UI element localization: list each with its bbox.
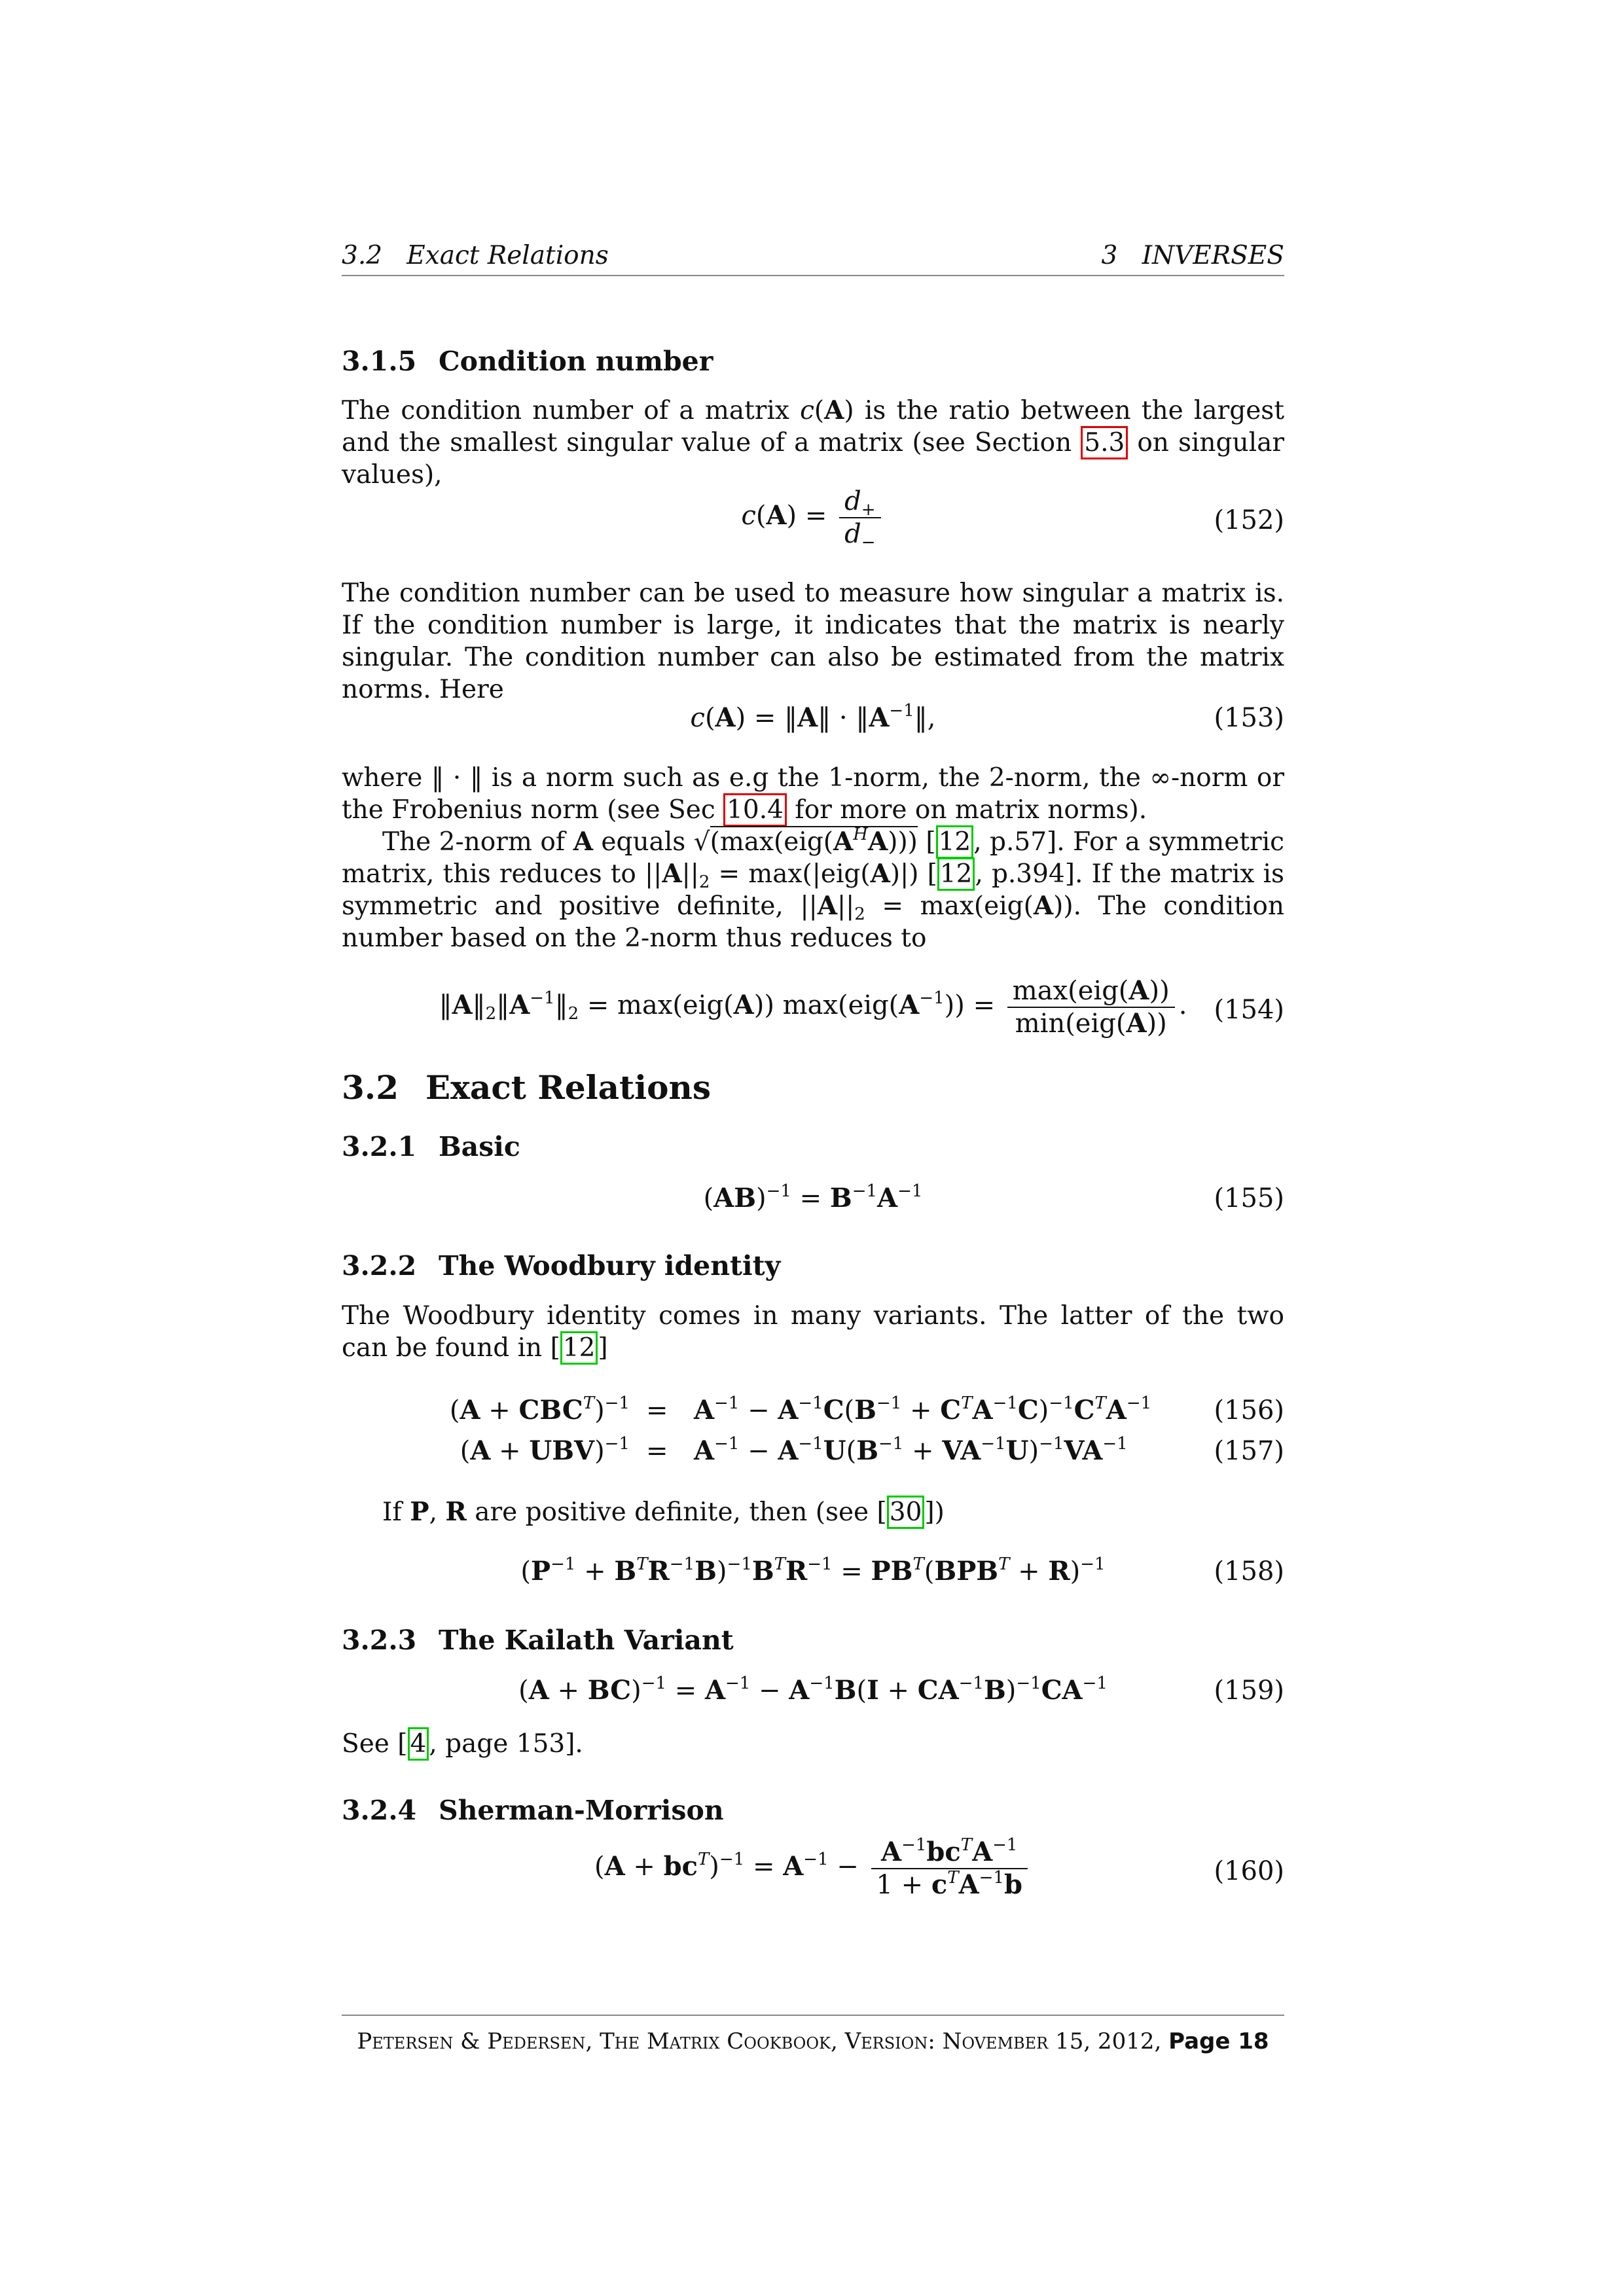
- text-span: See [: [342, 1729, 408, 1759]
- equation-number: (155): [1214, 1183, 1284, 1213]
- equation-154: $‖A‖_2‖A^{-1}‖_2 = \max(eig(A)) \max(eig(A^{-1}))$ = $\frac{\text{max(eig(A))}}{\text{min(eig(A))}}$ . (154): [439, 975, 1284, 1039]
- equation-number: (158): [1214, 1556, 1284, 1587]
- text-span: The 2-norm of: [382, 827, 573, 857]
- citation-link-4[interactable]: 4: [408, 1727, 429, 1761]
- equation-159: $(A + BC)^{-1} = A^{-1} - A^{-1}B(I + CA^{-1}B)^{-1}CA^{-1}$ (159): [518, 1674, 1284, 1706]
- footer-version-date: November 15, 2012: [942, 2028, 1155, 2054]
- citation-link-30[interactable]: 30: [887, 1496, 925, 1529]
- paragraph-condition-intro: The condition number of a matrix c(A) is the ratio between the largest and the smallest singular value of a matrix (see Section 5.3 on singular values),: [342, 395, 1284, 490]
- text-span: , p.394]. If the matrix is symmetric and positive definite,: [342, 859, 1285, 921]
- equation-156: $(A + CBC^T)^{-1}$ = $A^{-1} - A^{-1}C(B^{-1} + C^TA^{-1}C)^{-1}C^TA^{-1}$ (156): [449, 1393, 1284, 1426]
- text-span: ): [934, 1498, 945, 1527]
- equation-number: (160): [1214, 1856, 1284, 1886]
- text-span: The condition number of a matrix: [342, 396, 801, 425]
- equation-152: c(A) = $\frac{d_+}{d_-}$ (152): [741, 486, 1284, 552]
- footer-rule: [342, 2015, 1284, 2016]
- equation-160: $(A + bc^T)^{-1} = A^{-1}$ − $\frac{A^{-1}bc^TA^{-1}}{1 + c^TA^{-1}b}$ (160): [594, 1835, 1284, 1900]
- section-number: 3.1.5: [342, 346, 417, 377]
- equation-number: (159): [1214, 1676, 1284, 1706]
- page-footer: Petersen & Pedersen, The Matrix Cookbook, Version: November 15, 2012, Page 18: [357, 2028, 1269, 2054]
- citation-link-12[interactable]: 12: [936, 825, 974, 859]
- header-section-title: Exact Relations: [406, 241, 609, 270]
- header-rule: [342, 275, 1284, 276]
- subsection-heading-3-2-2: [342, 1250, 780, 1282]
- section-title: The Woodbury identity: [439, 1250, 781, 1282]
- section-title: Basic: [439, 1131, 520, 1162]
- text-span: where: [342, 763, 431, 793]
- equation-number: (154): [1214, 995, 1284, 1025]
- text-span: is a norm such as e.g the 1-norm, the 2-norm, the: [482, 763, 1150, 793]
- equation-number: (156): [1214, 1395, 1284, 1426]
- text-span: , p.57]. For a symmetric matrix, this reduces to: [342, 827, 1285, 889]
- header-chapter-title: INVERSES: [1142, 241, 1284, 270]
- paragraph-condition-usage: The condition number can be used to measure how singular a matrix is. If the condition number is large, it indicates that the matrix is nearly singular. The condition number can also be estimated from the matrix norms. Here: [342, 579, 1284, 704]
- text-span: for more on matrix norms).: [786, 795, 1147, 825]
- citation-link-12[interactable]: 12: [937, 857, 975, 891]
- subsection-heading-3-1-5: [342, 346, 713, 377]
- text-span: If: [382, 1498, 410, 1527]
- section-number: 3.2: [342, 1068, 399, 1107]
- section-number: 3.2.4: [342, 1795, 417, 1826]
- equation-number: (157): [1214, 1436, 1284, 1466]
- equation-157: (A + UBV)$^{-1}$ = $A^{-1} - A^{-1}U(B^{-1} + VA^{-1}U)^{-1}VA^{-1}$ (157): [460, 1434, 1284, 1466]
- subsection-heading-3-2-3: [342, 1624, 734, 1656]
- section-number: 3.2.2: [342, 1250, 417, 1282]
- section-number: 3.2.3: [342, 1624, 417, 1656]
- equation-158: $(P^{-1} + B^TR^{-1}B)^{-1}B^TR^{-1} = PB^T(BPB^T + R)^{-1}$ (158): [520, 1554, 1284, 1587]
- subsection-heading-3-2-4: [342, 1795, 724, 1826]
- footer-version-label: Version: [844, 2028, 928, 2054]
- section-title: Condition number: [439, 346, 713, 377]
- paragraph-woodbury: The Woodbury identity comes in many variants. The latter of the two can be found in [ 12 ]: [342, 1300, 1284, 1364]
- footer-page-number: Page 18: [1168, 2028, 1269, 2054]
- section-title: The Kailath Variant: [439, 1624, 734, 1656]
- text-span: are positive definite, then (see: [466, 1498, 877, 1527]
- paragraph-norm-types: where ‖ · ‖ is a norm such as e.g the 1-norm, the 2-norm, the ∞-norm or the Frobenius norm (see Sec 10.4 for more on matrix norms).: [342, 762, 1284, 826]
- header-chapter-number: 3: [1101, 241, 1118, 270]
- section-link-10-4[interactable]: 10.4: [723, 793, 787, 827]
- subsection-heading-3-2-1: [342, 1131, 520, 1162]
- paragraph-positive-definite: If P, R are positive definite, then (see [ 30 ]): [342, 1496, 1284, 1528]
- equation-155: $(AB)^{-1} = B^{-1}A^{-1}$ (155): [703, 1181, 1284, 1213]
- text-span: equals: [592, 827, 694, 857]
- text-span: , page 153].: [429, 1729, 583, 1759]
- text-span: -norm or the Frobenius norm (see Sec: [342, 763, 1285, 825]
- section-title: Exact Relations: [425, 1068, 711, 1107]
- paragraph-see-reference: [342, 1728, 1284, 1760]
- footer-book-title: The Matrix Cookbook: [600, 2028, 831, 2054]
- equation-number: (153): [1214, 703, 1284, 733]
- citation-link-12[interactable]: 12: [560, 1331, 598, 1365]
- text-span: on singular values),: [342, 428, 1284, 490]
- section-heading-3-2: [342, 1068, 711, 1107]
- footer-authors: Petersen & Pedersen: [357, 2028, 586, 2054]
- section-link-5-3[interactable]: 5.3: [1081, 426, 1128, 459]
- equation-153: c(A) = ‖A‖ · $‖A^{-1}‖$, (153): [690, 701, 1284, 733]
- section-title: Sherman-Morrison: [439, 1795, 724, 1826]
- equation-number: (152): [1214, 505, 1284, 535]
- running-header-left: [342, 240, 609, 272]
- running-header-right: [1102, 240, 1284, 272]
- header-section-number: 3.2: [342, 241, 383, 270]
- text-span: is the ratio between the largest and the smallest singular value of a matrix (see Section: [342, 396, 1284, 457]
- text-span: . The condition number based on the 2-norm thus reduces to: [342, 891, 1284, 953]
- text-span: The Woodbury identity comes in many variants. The latter of the two can be found in: [342, 1301, 1284, 1363]
- section-number: 3.2.1: [342, 1131, 417, 1162]
- paragraph-two-norm: The 2-norm of A equals $√(\max(eig(A^HA)))$ [ 12 , p.57]. For a symmetric matrix, this reduces to $||A||_2 = \max(|eig(A)|)$ [ 12 , p.394]. If the matrix is symmetric and positive definite, $||A||_2 = \max(eig(A))$. The condition number based on the 2-norm thus reduces to: [342, 825, 1285, 953]
